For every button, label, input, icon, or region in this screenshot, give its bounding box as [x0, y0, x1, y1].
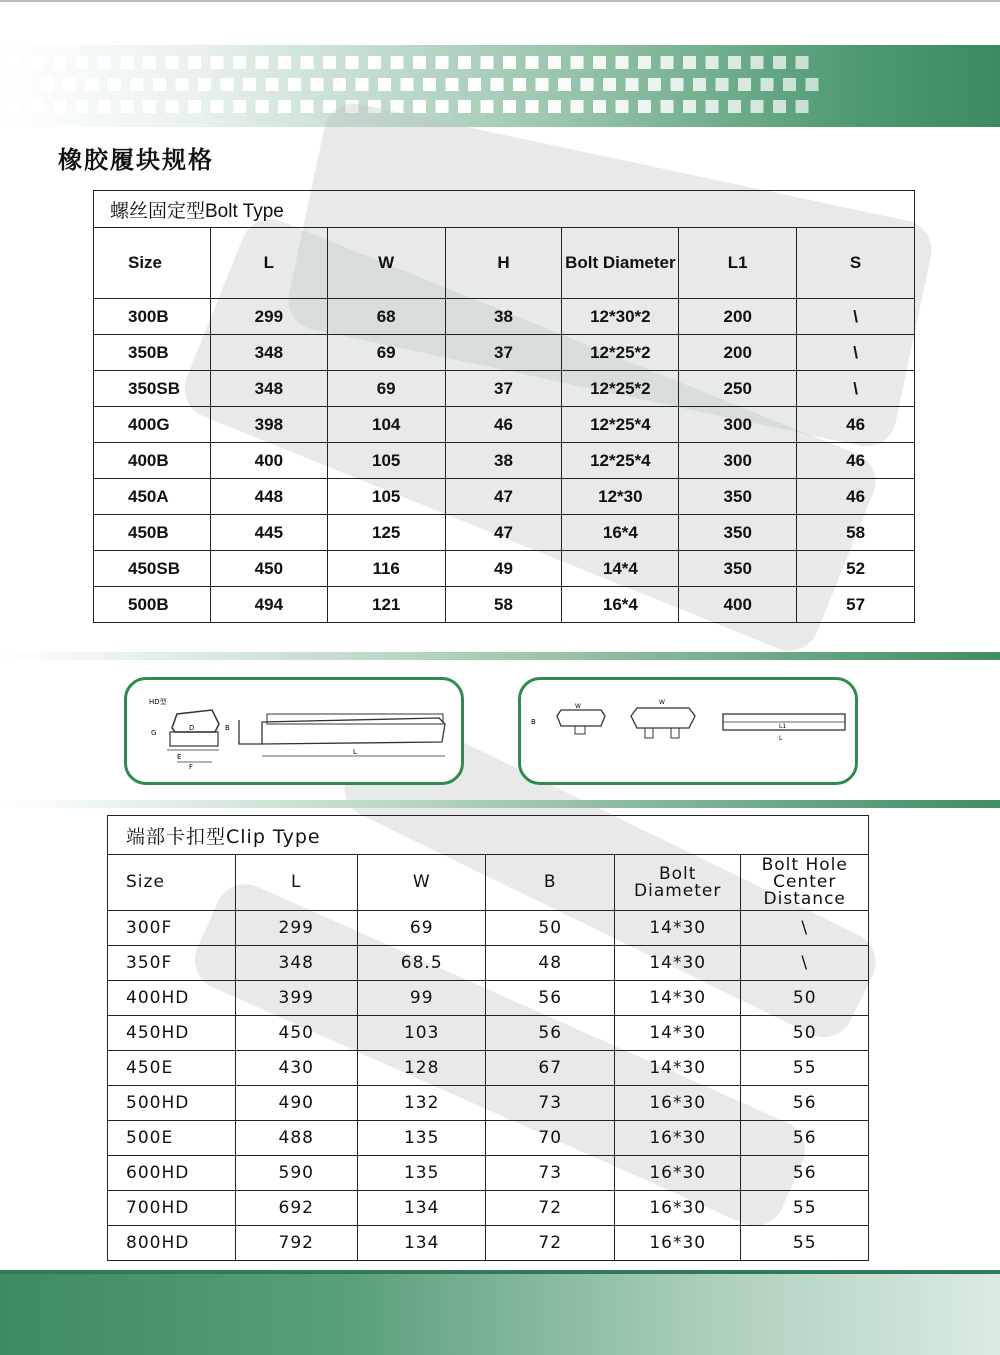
- decor-square: [783, 78, 796, 91]
- table-cell: 348: [210, 371, 327, 407]
- table-cell: 67: [486, 1051, 615, 1086]
- decor-square: [738, 78, 751, 91]
- decor-square: [796, 56, 809, 69]
- table-cell: 38: [445, 443, 562, 479]
- table-cell: 69: [357, 911, 486, 946]
- decor-square: [8, 100, 21, 113]
- table-row: [108, 946, 869, 981]
- table-cell: 430: [235, 1051, 357, 1086]
- table-cell: 14*30: [614, 1016, 740, 1051]
- decor-square: [491, 78, 504, 91]
- table-row: [108, 1086, 869, 1121]
- decor-square: [751, 100, 764, 113]
- size-cell: 350F: [108, 946, 236, 981]
- table-cell: 56: [741, 1086, 869, 1121]
- table-cell: 398: [210, 407, 327, 443]
- table-cell: 46: [797, 479, 915, 515]
- table-row: [108, 911, 869, 946]
- size-cell: 450B: [94, 515, 211, 551]
- table-cell: 350: [679, 479, 797, 515]
- dim-label-b: B: [225, 724, 230, 732]
- decor-square: [706, 56, 719, 69]
- decor-square: [76, 100, 89, 113]
- table-cell: 37: [445, 335, 562, 371]
- decor-square: [626, 78, 639, 91]
- table-cell: 792: [235, 1226, 357, 1261]
- size-cell: 600HD: [108, 1156, 236, 1191]
- table-cell: 56: [486, 1016, 615, 1051]
- column-header: Bolt Diameter: [562, 228, 679, 299]
- decor-square: [706, 100, 719, 113]
- footer-decorative-band: [0, 1270, 1000, 1355]
- table-cell: 38: [445, 299, 562, 335]
- size-cell: 400HD: [108, 981, 236, 1016]
- hd-type-dimension-drawing: [127, 680, 461, 782]
- table-cell: 14*30: [614, 1051, 740, 1086]
- decor-square: [41, 78, 54, 91]
- table-cell: 450: [210, 551, 327, 587]
- table-cell: \: [741, 911, 869, 946]
- size-cell: 300B: [94, 299, 211, 335]
- decor-square: [131, 78, 144, 91]
- bolt-type-table: [93, 190, 915, 623]
- table-row: [108, 1156, 869, 1191]
- column-header: H: [445, 228, 562, 299]
- decor-square: [356, 78, 369, 91]
- decor-square: [423, 78, 436, 91]
- column-header: Bolt Hole Center Distance: [741, 855, 869, 911]
- table-cell: 16*4: [562, 587, 679, 623]
- table-cell: 12*25*2: [562, 335, 679, 371]
- decor-square: [638, 56, 651, 69]
- table-cell: 73: [486, 1086, 615, 1121]
- column-header: W: [327, 228, 445, 299]
- table-cell: 125: [327, 515, 445, 551]
- decor-square: [311, 78, 324, 91]
- table-cell: 132: [357, 1086, 486, 1121]
- table-cell: 99: [357, 981, 486, 1016]
- table-cell: 590: [235, 1156, 357, 1191]
- decor-square: [108, 78, 121, 91]
- decor-square: [548, 56, 561, 69]
- decor-square: [458, 56, 471, 69]
- hd-type-label: HD型: [149, 698, 167, 706]
- decor-square: [221, 78, 234, 91]
- table-cell: 57: [797, 587, 915, 623]
- decor-square: [278, 56, 291, 69]
- table-row: [94, 443, 915, 479]
- table-cell: 50: [741, 981, 869, 1016]
- bolt-type-dimension-drawing: [521, 680, 855, 782]
- decor-square: [333, 78, 346, 91]
- decor-square: [198, 78, 211, 91]
- table-cell: 16*30: [614, 1156, 740, 1191]
- table-cell: 348: [235, 946, 357, 981]
- decor-square: [98, 100, 111, 113]
- table-cell: 50: [486, 911, 615, 946]
- size-cell: 450A: [94, 479, 211, 515]
- decor-square: [18, 78, 31, 91]
- table-cell: 300: [679, 407, 797, 443]
- decor-square: [751, 56, 764, 69]
- table-cell: 450: [235, 1016, 357, 1051]
- decor-square: [368, 56, 381, 69]
- table-cell: 348: [210, 335, 327, 371]
- table-cell: 448: [210, 479, 327, 515]
- decor-square: [481, 100, 494, 113]
- decor-square: [121, 56, 134, 69]
- decor-square: [571, 100, 584, 113]
- decor-square: [401, 78, 414, 91]
- decor-square: [188, 100, 201, 113]
- table-cell: 70: [486, 1121, 615, 1156]
- table-row: [94, 479, 915, 515]
- decor-square: [616, 56, 629, 69]
- decor-square: [211, 56, 224, 69]
- column-header: Size: [94, 228, 211, 299]
- table-cell: 445: [210, 515, 327, 551]
- table-row: [108, 1191, 869, 1226]
- decor-square: [526, 100, 539, 113]
- size-cell: 350B: [94, 335, 211, 371]
- decor-square: [188, 56, 201, 69]
- decor-square: [323, 56, 336, 69]
- table-cell: 135: [357, 1121, 486, 1156]
- table-cell: 50: [741, 1016, 869, 1051]
- decor-square: [773, 56, 786, 69]
- table-cell: 52: [797, 551, 915, 587]
- decor-square: [593, 100, 606, 113]
- table-cell: 55: [741, 1051, 869, 1086]
- divider-band-top: [0, 652, 1000, 660]
- table-row: [94, 551, 915, 587]
- dim-label-l1: L1: [779, 723, 787, 730]
- decor-square: [76, 56, 89, 69]
- table-row: [108, 981, 869, 1016]
- table-cell: 47: [445, 479, 562, 515]
- divider-band-bottom: [0, 800, 1000, 808]
- table-cell: 12*25*4: [562, 407, 679, 443]
- decor-square: [211, 100, 224, 113]
- decor-square: [278, 100, 291, 113]
- header-decorative-band: [0, 45, 1000, 127]
- table-cell: 12*25*4: [562, 443, 679, 479]
- table-cell: 121: [327, 587, 445, 623]
- decor-square: [233, 100, 246, 113]
- table-cell: \: [797, 335, 915, 371]
- table-cell: 16*4: [562, 515, 679, 551]
- decor-square: [648, 78, 661, 91]
- table-cell: 12*25*2: [562, 371, 679, 407]
- decor-square: [436, 100, 449, 113]
- table-row: [108, 1226, 869, 1261]
- table-row: [94, 371, 915, 407]
- dim-label-w: W: [575, 703, 581, 710]
- decor-square: [413, 56, 426, 69]
- table-cell: 56: [741, 1121, 869, 1156]
- table-cell: 350: [679, 551, 797, 587]
- table-row: [108, 1121, 869, 1156]
- table-cell: \: [797, 371, 915, 407]
- decor-square: [796, 100, 809, 113]
- decor-square: [661, 100, 674, 113]
- table-cell: 490: [235, 1086, 357, 1121]
- decor-square: [31, 56, 44, 69]
- decor-square: [301, 56, 314, 69]
- table-cell: 200: [679, 299, 797, 335]
- column-header: L: [210, 228, 327, 299]
- decor-square: [728, 100, 741, 113]
- dim-label-b: B: [531, 718, 536, 726]
- table-cell: 46: [797, 407, 915, 443]
- column-header: W: [357, 855, 486, 911]
- decor-square: [773, 100, 786, 113]
- table-cell: 299: [210, 299, 327, 335]
- column-header: Size: [108, 855, 236, 911]
- table-cell: 56: [741, 1156, 869, 1191]
- table-cell: 58: [445, 587, 562, 623]
- table-cell: 55: [741, 1191, 869, 1226]
- dim-label-f: F: [189, 763, 194, 771]
- table-cell: 400: [679, 587, 797, 623]
- table-cell: 494: [210, 587, 327, 623]
- table-cell: 104: [327, 407, 445, 443]
- dim-label-l: L: [779, 735, 783, 742]
- decor-square: [243, 78, 256, 91]
- decor-square: [166, 56, 179, 69]
- decor-square: [536, 78, 549, 91]
- decor-square: [8, 56, 21, 69]
- decor-square: [98, 56, 111, 69]
- table-cell: 48: [486, 946, 615, 981]
- column-header: L1: [679, 228, 797, 299]
- table-cell: 68.5: [357, 946, 486, 981]
- decor-square: [121, 100, 134, 113]
- table-cell: 399: [235, 981, 357, 1016]
- decor-square: [86, 78, 99, 91]
- size-cell: 500HD: [108, 1086, 236, 1121]
- decor-square: [288, 78, 301, 91]
- decor-square: [603, 78, 616, 91]
- table-cell: 300: [679, 443, 797, 479]
- decor-square: [593, 56, 606, 69]
- decor-square: [728, 56, 741, 69]
- table-cell: 16*30: [614, 1121, 740, 1156]
- size-cell: 450SB: [94, 551, 211, 587]
- bolt-type-caption: 螺丝固定型Bolt Type: [94, 191, 915, 228]
- decor-square: [63, 78, 76, 91]
- size-cell: 800HD: [108, 1226, 236, 1261]
- clip-type-table: [107, 815, 869, 1261]
- table-cell: 250: [679, 371, 797, 407]
- table-row: [94, 587, 915, 623]
- table-cell: 134: [357, 1191, 486, 1226]
- footer-border-line: [0, 1270, 1000, 1274]
- table-row: [108, 1016, 869, 1051]
- decor-square: [31, 100, 44, 113]
- decor-square: [806, 78, 819, 91]
- size-cell: 500B: [94, 587, 211, 623]
- table-row: [94, 407, 915, 443]
- table-cell: 200: [679, 335, 797, 371]
- table-cell: 73: [486, 1156, 615, 1191]
- hd-type-diagram-frame: [124, 677, 464, 785]
- column-header: S: [797, 228, 915, 299]
- table-cell: 135: [357, 1156, 486, 1191]
- decor-square: [53, 56, 66, 69]
- decor-square: [548, 100, 561, 113]
- clip-type-caption: 端部卡扣型Clip Type: [108, 816, 869, 855]
- table-cell: 68: [327, 299, 445, 335]
- decor-square: [616, 100, 629, 113]
- decor-square: [671, 78, 684, 91]
- column-header: Bolt Diameter: [614, 855, 740, 911]
- dim-label-l: L: [353, 748, 357, 756]
- table-cell: 46: [445, 407, 562, 443]
- decor-square: [378, 78, 391, 91]
- decor-square: [513, 78, 526, 91]
- table-row: [94, 335, 915, 371]
- decor-square: [256, 56, 269, 69]
- decor-square: [638, 100, 651, 113]
- table-cell: 299: [235, 911, 357, 946]
- decor-square: [143, 100, 156, 113]
- table-cell: \: [797, 299, 915, 335]
- decor-square: [558, 78, 571, 91]
- decor-square: [143, 56, 156, 69]
- decor-square: [468, 78, 481, 91]
- decor-square: [436, 56, 449, 69]
- size-cell: 350SB: [94, 371, 211, 407]
- table-cell: 105: [327, 443, 445, 479]
- decor-square: [571, 56, 584, 69]
- dot-pattern: [0, 45, 1000, 127]
- table-cell: 400: [210, 443, 327, 479]
- decor-square: [503, 100, 516, 113]
- table-cell: 14*4: [562, 551, 679, 587]
- decor-square: [761, 78, 774, 91]
- decor-square: [53, 100, 66, 113]
- size-cell: 400G: [94, 407, 211, 443]
- decor-square: [166, 100, 179, 113]
- table-cell: 105: [327, 479, 445, 515]
- table-cell: 49: [445, 551, 562, 587]
- size-cell: 450E: [108, 1051, 236, 1086]
- table-cell: 56: [486, 981, 615, 1016]
- decor-square: [176, 78, 189, 91]
- decor-square: [301, 100, 314, 113]
- decor-square: [661, 56, 674, 69]
- table-cell: 14*30: [614, 946, 740, 981]
- table-cell: 128: [357, 1051, 486, 1086]
- table-cell: 16*30: [614, 1226, 740, 1261]
- decor-square: [391, 56, 404, 69]
- table-cell: 58: [797, 515, 915, 551]
- decor-square: [581, 78, 594, 91]
- table-cell: 134: [357, 1226, 486, 1261]
- decor-square: [413, 100, 426, 113]
- column-header: L: [235, 855, 357, 911]
- page-title: 橡胶履块规格: [58, 146, 214, 174]
- decor-square: [693, 78, 706, 91]
- table-cell: 14*30: [614, 911, 740, 946]
- size-cell: 700HD: [108, 1191, 236, 1226]
- table-cell: 69: [327, 371, 445, 407]
- table-cell: 16*30: [614, 1086, 740, 1121]
- table-cell: 72: [486, 1191, 615, 1226]
- column-header: B: [486, 855, 615, 911]
- decor-square: [233, 56, 246, 69]
- decor-square: [481, 56, 494, 69]
- bolt-type-diagram-frame: [518, 677, 858, 785]
- dim-label-w-2: W: [659, 699, 665, 706]
- decor-square: [716, 78, 729, 91]
- dim-label-g: G: [151, 729, 157, 737]
- table-cell: 12*30: [562, 479, 679, 515]
- decor-square: [266, 78, 279, 91]
- decor-square: [503, 56, 516, 69]
- table-row: [108, 1051, 869, 1086]
- table-cell: 12*30*2: [562, 299, 679, 335]
- table-cell: 14*30: [614, 981, 740, 1016]
- table-row: [94, 515, 915, 551]
- table-cell: 72: [486, 1226, 615, 1261]
- decor-square: [458, 100, 471, 113]
- table-cell: \: [741, 946, 869, 981]
- table-cell: 46: [797, 443, 915, 479]
- table-cell: 16*30: [614, 1191, 740, 1226]
- decor-square: [683, 100, 696, 113]
- decor-square: [346, 56, 359, 69]
- table-cell: 55: [741, 1226, 869, 1261]
- dim-label-e: E: [177, 753, 182, 761]
- decor-square: [683, 56, 696, 69]
- table-cell: 488: [235, 1121, 357, 1156]
- dim-label-d: D: [189, 724, 195, 732]
- table-row: [94, 299, 915, 335]
- size-cell: 300F: [108, 911, 236, 946]
- table-cell: 350: [679, 515, 797, 551]
- size-cell: 400B: [94, 443, 211, 479]
- size-cell: 450HD: [108, 1016, 236, 1051]
- table-cell: 692: [235, 1191, 357, 1226]
- table-cell: 37: [445, 371, 562, 407]
- decor-square: [153, 78, 166, 91]
- table-cell: 47: [445, 515, 562, 551]
- decor-square: [446, 78, 459, 91]
- decor-square: [256, 100, 269, 113]
- size-cell: 500E: [108, 1121, 236, 1156]
- decor-square: [526, 56, 539, 69]
- table-cell: 116: [327, 551, 445, 587]
- table-cell: 69: [327, 335, 445, 371]
- top-border-line: [0, 0, 1000, 2]
- table-cell: 103: [357, 1016, 486, 1051]
